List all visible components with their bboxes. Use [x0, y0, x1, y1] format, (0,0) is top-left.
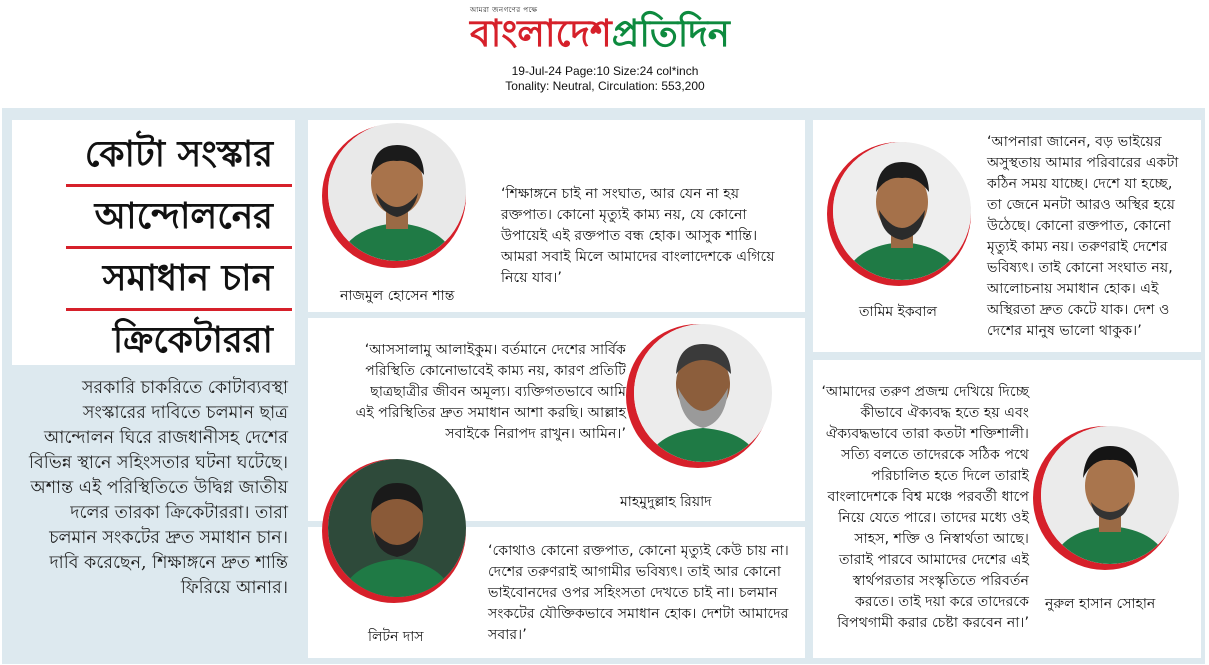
headline-rule-2	[66, 246, 292, 249]
headline-line-3: সমাধান চান	[102, 257, 273, 299]
quote-panel-liton	[308, 527, 805, 658]
player-name-sohan: নুরুল হাসান সোহান	[1045, 596, 1156, 612]
quote-text-riyad: ‘আসসালামু আলাইকুম। বর্তমানে দেশের সার্বিক পরিস্থিতি কোনোভাবেই কাম্য নয়, কারণ প্রতিটি ছাত্রছাত্রীর জীবন অমূল্য। ব্যক্তিগতভাবে আমি এই পরিস্থিতির দ্রুত সমাধান আশা করছি। আল্লাহ সবাইকে নিরাপদ রাখুন। আমিন।’	[355, 342, 626, 442]
portrait-shanto	[328, 123, 466, 261]
quote-text-tamim: ‘আপনারা জানেন, বড় ভাইয়ের অসুস্থতায় আমার পরিবারের একটা কঠিন সময় যাচ্ছে। দেশে যা হচ্ছে, তা জেনে মনটা আরও অস্থির হয়ে উঠেছে। কোনো রক্তপাত, কোনো মৃত্যুই কাম্য নয়। তরুণরাই দেশের ভবিষ্যৎ। তাই কোনো সংঘাত নয়, আলোচনায় সমাধান হোক। এই অস্থিরতা দ্রুত কেটে যাক। দেশ ও দেশের মানুষ ভালো থাকুক।’	[987, 134, 1179, 339]
quote-text-liton: ‘কোথাও কোনো রক্তপাত, কোনো মৃত্যুই কেউ চায় না। দেশের তরুণরাই আগামীর ভবিষ্যৎ। তাই আর কোনো ভাইবোনদের ওপর সহিংসতা দেখতে চাই না। চলমান সংকটের যৌক্তিকভাবে সমাধান হোক। দেশটা আমাদের সবার।’	[488, 543, 789, 643]
clipping-meta-tonality: Tonality: Neutral, Circulation: 553,200	[505, 79, 705, 93]
player-name-shanto: নাজমুল হোসেন শান্ত	[340, 288, 455, 304]
headline-line-1: কোটা সংস্কার	[84, 133, 273, 175]
logo-part-1: বাংলাদেশ	[470, 12, 612, 55]
portrait-riyad	[634, 324, 772, 462]
player-name-riyad: মাহমুদুল্লাহ রিয়াদ	[620, 494, 712, 510]
portrait-liton	[328, 459, 466, 597]
intro-panel	[12, 368, 295, 658]
intro-paragraph: সরকারি চাকরিতে কোটাব্যবস্থা সংস্কারের দাবিতে চলমান ছাত্র আন্দোলন ঘিরে রাজধানীসহ দেশের বিভিন্ন স্থানে সহিংসতার ঘটনা ঘটেছে। অশান্ত এই পরিস্থিতিতে উদ্বিগ্ন জাতীয় দলের তারকা ক্রিকেটাররা। তারা চলমান সংকটের দ্রুত সমাধান চান। দাবি করেছেন, শিক্ষাঙ্গনে দ্রুত শান্তি ফিরিয়ে আনার।	[29, 378, 288, 598]
quote-text-shanto: ‘শিক্ষাঙ্গনে চাই না সংঘাত, আর যেন না হয় রক্তপাত। কোনো মৃত্যুই কাম্য নয়, যে কোনো উপায়েই এই রক্তপাত বন্ধ হোক। আসুক শান্তি। আমরা সবাই মিলে আমাদের বাংলাদেশকে এগিয়ে নিয়ে যাব।’	[501, 186, 775, 286]
portrait-sohan	[1041, 426, 1179, 564]
headline-panel	[12, 120, 295, 365]
quote-panel-tamim	[813, 120, 1201, 352]
headline-line-2: আন্দোলনের	[94, 195, 273, 237]
headline-line-4: ক্রিকেটাররা	[112, 319, 273, 361]
quote-text-sohan: ‘আমাদের তরুণ প্রজন্ম দেখিয়ে দিচ্ছে কীভাবে ঐক্যবদ্ধ হতে হয় এবং ঐক্যবদ্ধভাবে তারা কতটা শক্তিশালী। সত্যি বলতে তাদেরকে সঠিক পথে পরিচালিত হতে দিলে তারাই বাংলাদেশকে বিশ্ব মঞ্চে পরবর্তী ধাপে নিয়ে যেতে পারে। তাদের মধ্যে ওই সাহস, শক্তি ও নিস্বার্থতা আছে। তারাই পারবে আমাদের দেশের এই স্বার্থপরতার সংস্কৃতিতে পরিবর্তন করতে। তাই দয়া করে তাদেরকে বিপথগামী করার চেষ্টা করবেন না।’	[821, 384, 1029, 631]
masthead-tagline: আমরা জনগণের পক্ষে	[470, 6, 538, 14]
newspaper-logo	[470, 10, 750, 58]
quote-panel-shanto	[308, 120, 805, 312]
quote-panel-sohan	[813, 360, 1201, 658]
headline-rule-3	[66, 308, 292, 311]
player-name-liton: লিটন দাস	[368, 629, 424, 645]
player-name-tamim: তামিম ইকবাল	[859, 304, 937, 320]
headline-rule-1	[66, 184, 292, 187]
clipping-meta-date: 19-Jul-24 Page:10 Size:24 col*inch	[511, 64, 699, 78]
portrait-tamim	[833, 142, 971, 280]
logo-part-2: প্রতিদিন	[611, 12, 730, 55]
